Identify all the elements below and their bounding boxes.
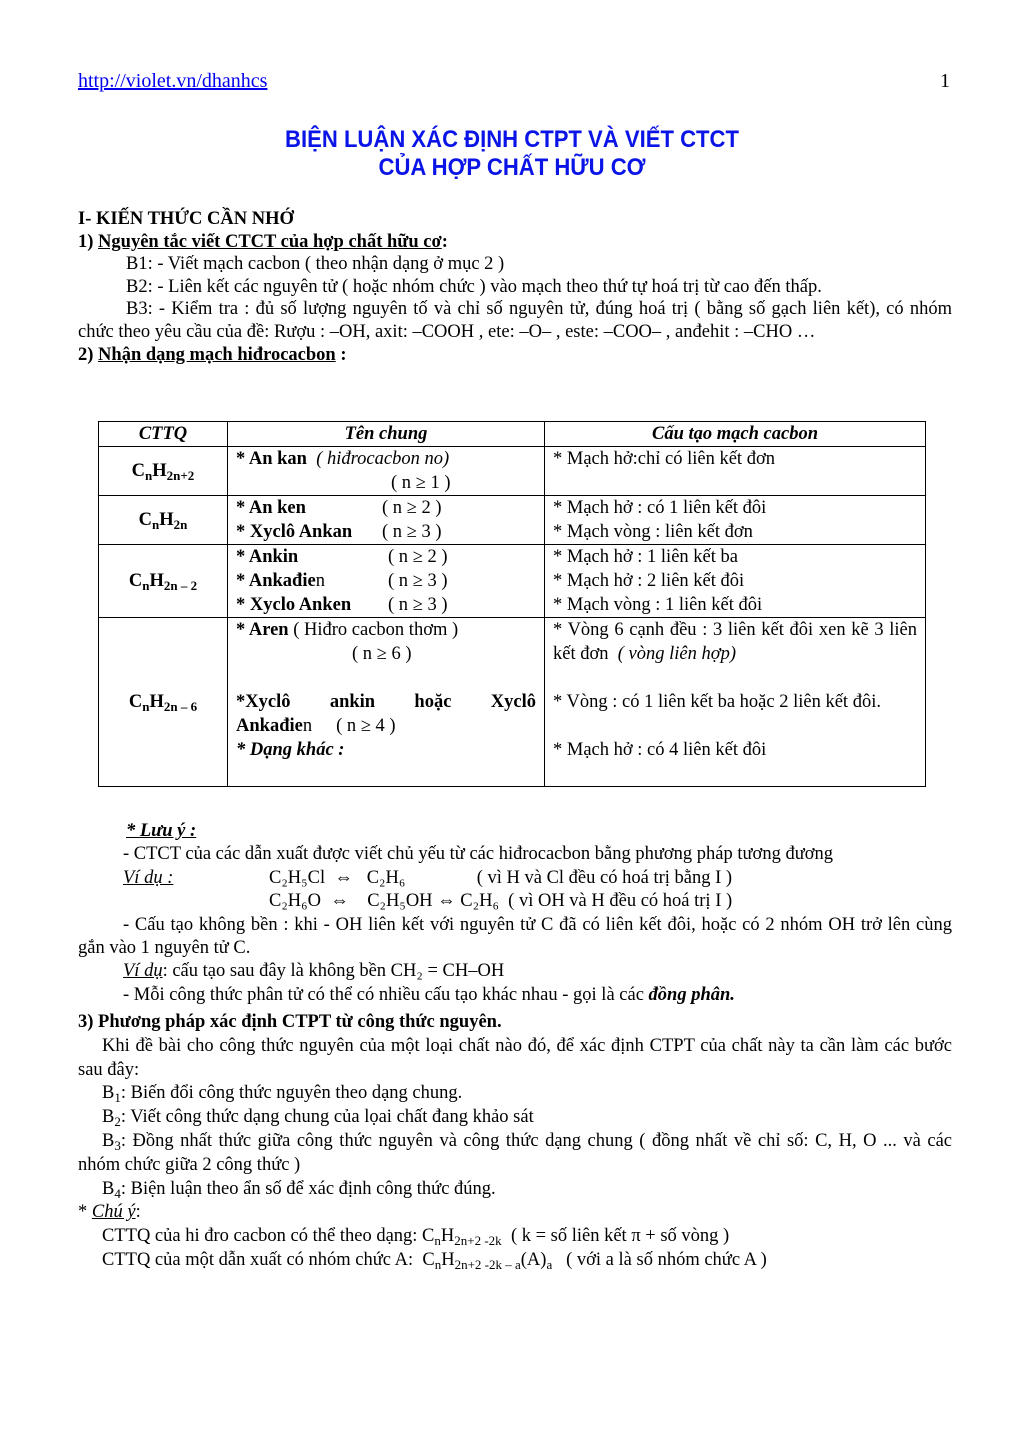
cond-xyclo-ankan: ( n ≥ 3 ) (382, 522, 442, 542)
header-ten-chung: Tên chung (228, 422, 545, 447)
header-cttq: CTTQ (99, 422, 228, 447)
formula-c: C (138, 510, 152, 530)
name-xyclo-ankan: * Xyclô Ankan (236, 522, 353, 542)
name-ankadien-2: Ankađie (236, 716, 303, 736)
name-aren-note: ( Hiđro cacbon thơm ) (288, 620, 459, 640)
document-title (41, 126, 983, 182)
formula: C₂H₅Cl (269, 867, 326, 888)
structure-line: * Mạch vòng : liên kết đơn (553, 522, 753, 542)
name-cell (228, 496, 545, 545)
formula-cell (99, 618, 228, 787)
formula-n: n (145, 468, 153, 483)
hydrocarbon-table (98, 421, 926, 787)
formula-note: ( với a là số nhóm chức A ) (552, 1249, 767, 1270)
example-text: : cấu tạo sau đây là không bền CH₂ = CH–OH (162, 961, 505, 982)
cond-ankadien: ( n ≥ 3 ) (388, 571, 448, 591)
formula-sub: 2n+2 -2k (454, 1233, 502, 1249)
name-ankadien-end: n (315, 571, 325, 591)
name-cell (228, 545, 545, 618)
cond-ankin: ( n ≥ 2 ) (388, 547, 448, 567)
formula-sub: 2n – 2 (163, 578, 198, 593)
step-label: B (102, 1178, 115, 1199)
section-3 (78, 1011, 952, 1273)
structure-line: * Vòng 6 cạnh đều : 3 liên kết đôi xen kẽ 3 liên kết đơn (553, 620, 917, 664)
example-label: Ví dụ : (123, 867, 174, 888)
formula-sub: 2n+2 -2k – a (454, 1256, 521, 1272)
equivalence-icon: ⇔ (330, 891, 349, 912)
step-text: : Biện luận theo ẩn số để xác định công thức đúng. (120, 1178, 496, 1199)
note-label: Chú ý (91, 1202, 136, 1223)
structure-line: * Mạch vòng : 1 liên kết đôi (553, 595, 763, 615)
notes-heading (78, 820, 952, 843)
name-dang-khac: * Dạng khác : (236, 740, 345, 760)
formula-n: n (434, 1256, 442, 1272)
table-row (99, 447, 926, 496)
note-3-text: - Mỗi công thức phân tử có thể có nhiều cấu tạo khác nhau - gọi là các (123, 984, 649, 1005)
word: hoặc (414, 692, 452, 712)
formula-n: n (142, 699, 150, 714)
step-index: 2 (114, 1114, 121, 1130)
equivalence-icon: ⇔ (334, 867, 353, 888)
formula-h: H (441, 1249, 455, 1270)
cond-xyclo-anken: ( n ≥ 3 ) (388, 595, 448, 615)
cond-xyclo-ankin: ( n ≥ 4 ) (336, 716, 396, 736)
notes-heading-text: * Lưu ý : (126, 821, 197, 841)
formula-cell (99, 447, 228, 496)
formula-n: n (142, 578, 150, 593)
cond-ankan: ( n ≥ 1 ) (391, 473, 451, 493)
name-ankin: * Ankin (236, 547, 299, 567)
structure-cell (545, 496, 926, 545)
step-1 (78, 1082, 952, 1106)
structure-line: * Mạch hở : 2 liên kết đôi (553, 571, 745, 591)
structure-cell (545, 447, 926, 496)
structure-line: * Vòng : có 1 liên kết ba hoặc 2 liên kết đôi. (553, 692, 881, 712)
subsection-2-number: 2) (78, 344, 99, 365)
formula-line-2 (78, 1249, 952, 1273)
example-3 (78, 960, 952, 983)
section-1 (78, 208, 952, 366)
subsection-1-heading (78, 231, 952, 254)
subsection-1-title: Nguyên tắc viết CTCT của hợp chất hữu cơ (98, 231, 442, 252)
name-cell (228, 447, 545, 496)
step-b3: B3: - Kiểm tra : đủ số lượng nguyên tố và chỉ số nguyên tử, đúng hoá trị ( bằng số gạch liên kết), có nhóm chức theo yêu cầu của đề: Rượu : –OH, axit: –COOH , ete: –O– , este: –COO– , anđehit : –CHO … (78, 299, 952, 342)
formula-sub: 2n – 6 (163, 699, 198, 714)
name-ankadien: * Ankađie (236, 571, 316, 591)
formula-c: C (128, 571, 143, 591)
formula: C₂H₅OH (367, 891, 433, 912)
step-4 (78, 1178, 952, 1202)
page-number: 1 (940, 70, 950, 92)
notes-section (78, 820, 952, 1007)
table-header-row (99, 422, 926, 447)
word: ankin (329, 692, 376, 712)
step-label: B (102, 1107, 115, 1128)
example-label: Ví dụ (123, 961, 163, 982)
step-text: : Biến đổi công thức nguyên theo dạng chung. (120, 1083, 463, 1104)
name-ankan-note: ( hiđrocacbon no) (306, 449, 450, 469)
step-2 (78, 1106, 952, 1130)
formula-c: C (131, 461, 146, 481)
subsection-2-title: Nhận dạng mạch hiđrocacbon (98, 344, 336, 365)
cond-anken: ( n ≥ 2 ) (382, 498, 442, 518)
formula-h: H (149, 571, 164, 591)
note-heading (78, 1201, 952, 1225)
structure-line: * Mạch hở : có 4 liên kết đôi (553, 740, 767, 760)
step-label: B (102, 1083, 115, 1104)
table-row (99, 618, 926, 787)
example-note: ( vì OH và H đều có hoá trị I ) (508, 891, 733, 912)
formula: C₂H₆ (366, 867, 406, 888)
step-label: B (102, 1130, 115, 1151)
name-anken: * An ken (236, 498, 306, 518)
subsection-2-colon: : (335, 344, 347, 365)
subsection-1-number: 1) (78, 231, 99, 252)
formula-cell (99, 545, 228, 618)
formula-c: C (128, 692, 143, 712)
formula-h: H (440, 1226, 455, 1247)
example-note: ( vì H và Cl đều có hoá trị bằng I ) (476, 867, 733, 888)
word: *Xyclô (236, 692, 291, 712)
example-2 (78, 890, 952, 913)
formula-prefix: CTTQ của một dẫn xuất có nhóm chức A: C (102, 1249, 435, 1270)
step-b2: B2: - Liên kết các nguyên tử ( hoặc nhóm chức ) vào mạch theo thứ tự hoá trị từ cao đến thấp. (126, 276, 822, 297)
note-star: * (78, 1202, 92, 1223)
note-2: - Cấu tạo không bền : khi - OH liên kết với nguyên tử C đã có liên kết đôi, hoặc có 2 nhóm OH trở lên cùng gắn vào 1 nguyên tử C. (78, 914, 952, 959)
word: Xyclô (490, 692, 536, 712)
subsection-1-colon: : (441, 231, 448, 252)
title-line-2: CỦA HỢP CHẤT HỮU CƠ (378, 154, 646, 181)
structure-line: * Mạch hở : 1 liên kết ba (553, 547, 738, 567)
source-link[interactable]: http://violet.vn/dhanhcs (78, 70, 268, 92)
formula-cell (99, 496, 228, 545)
cond-aren: ( n ≥ 6 ) (352, 644, 412, 664)
name-ankadien-2-end: n (302, 716, 313, 736)
step-text: : Viết công thức dạng chung của lọai chất đang khảo sát (120, 1107, 534, 1128)
section-3-heading: 3) Phương pháp xác định CTPT từ công thức nguyên. (78, 1012, 502, 1032)
example-1 (78, 867, 952, 890)
table-row (99, 496, 926, 545)
equivalence-icon: ⇔ (437, 891, 456, 912)
formula-sub: 2n (173, 517, 188, 532)
name-ankan: * An kan (236, 449, 307, 469)
section-1-heading: I- KIẾN THỨC CẦN NHỚ (78, 209, 294, 229)
step-index: 3 (114, 1137, 121, 1153)
formula-h: H (152, 461, 167, 481)
name-aren: * Aren (236, 620, 289, 640)
note-colon: : (135, 1202, 141, 1223)
note-3 (78, 984, 952, 1007)
structure-cell (545, 545, 926, 618)
formula: C₂H₆ (460, 891, 499, 912)
subsection-2-heading (78, 344, 952, 367)
note-1: - CTCT của các dẫn xuất được viết chủ yếu từ các hiđrocacbon bằng phương pháp tương đương (123, 844, 834, 865)
step-b1: B1: - Viết mạch cacbon ( theo nhận dạng ở mục 2 ) (126, 254, 505, 275)
formula-prefix: CTTQ của hi đro cacbon có thể theo dạng: C (102, 1226, 435, 1247)
step-index: 1 (114, 1090, 121, 1106)
formula-h: H (149, 692, 164, 712)
structure-cell (545, 618, 926, 787)
formula-group-sub: a (546, 1256, 553, 1272)
formula-h: H (159, 510, 174, 530)
step-3 (78, 1130, 952, 1178)
name-xyclo-anken: * Xyclo Anken (236, 595, 352, 615)
formula-n: n (434, 1233, 441, 1249)
name-xyclo-ankin-line (236, 690, 536, 714)
step-text: : Đồng nhất thức giữa công thức nguyên và công thức dạng chung ( đồng nhất về chỉ số: C, H, O ... và các nhóm chức giữa 2 công thức ) (78, 1130, 952, 1175)
structure-note: ( vòng liên hợp) (617, 644, 737, 664)
formula-group: (A) (520, 1249, 547, 1270)
formula-line-1 (78, 1225, 952, 1249)
header-cau-tao: Cấu tạo mạch cacbon (545, 422, 926, 447)
formula-sub: 2n+2 (166, 468, 195, 483)
section-3-intro: Khi đề bài cho công thức nguyên của một loại chất nào đó, để xác định CTPT của chất này ta cần làm các bước sau đây: (78, 1035, 952, 1080)
formula-n: n (152, 517, 160, 532)
note-3-emphasis: đồng phân. (648, 984, 735, 1005)
structure-line: * Mạch hở : có 1 liên kết đôi (553, 498, 767, 518)
step-index: 4 (114, 1185, 121, 1201)
name-cell (228, 618, 545, 787)
formula: C₂H₆O (269, 891, 321, 912)
formula-note: ( k = số liên kết π + số vòng ) (501, 1226, 730, 1247)
table-row (99, 545, 926, 618)
title-line-1: BIỆN LUẬN XÁC ĐỊNH CTPT VÀ VIẾT CTCT (285, 126, 739, 153)
structure-line: * Mạch hở:chỉ có liên kết đơn (553, 449, 775, 469)
